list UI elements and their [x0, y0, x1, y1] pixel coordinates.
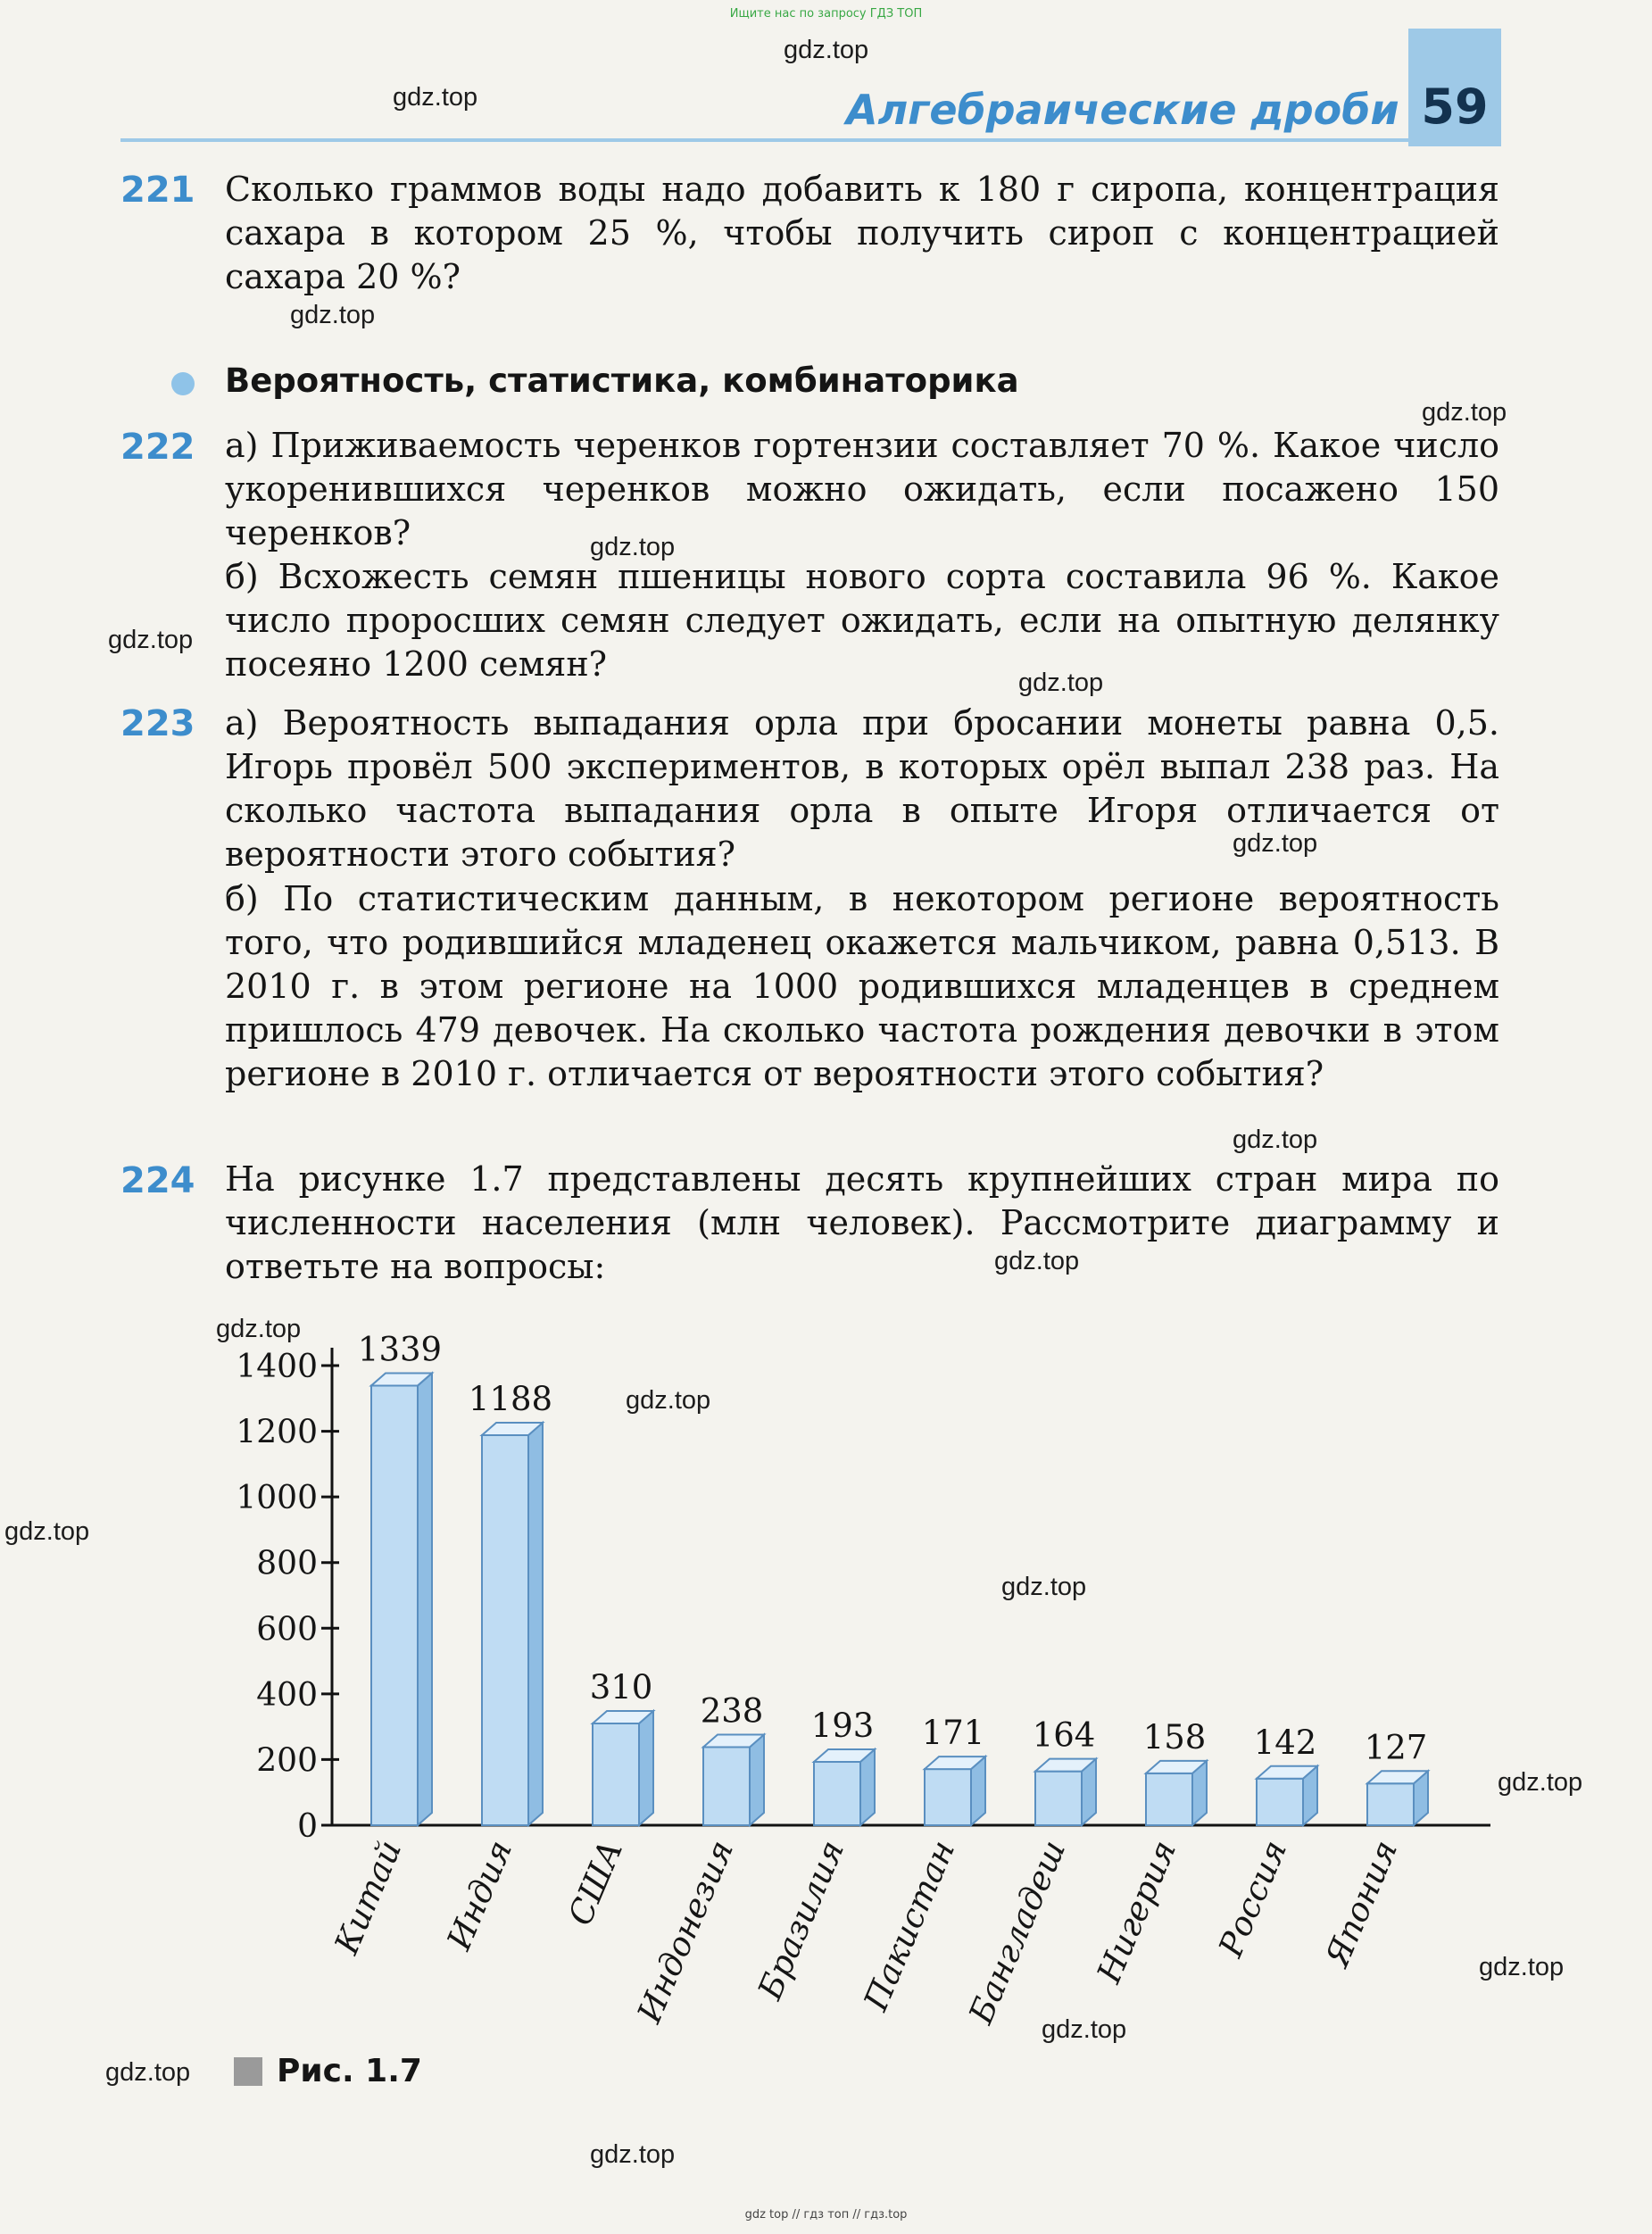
watermark: gdz.top	[216, 1315, 302, 1343]
watermark: gdz.top	[590, 533, 676, 561]
watermark: gdz.top	[1042, 2015, 1127, 2044]
watermark: gdz.top	[994, 1247, 1080, 1275]
page-number: 59	[1421, 79, 1489, 135]
bar	[593, 1723, 639, 1825]
watermark: gdz.top	[108, 626, 194, 654]
section-subheading: Вероятность, статистика, комбинаторика	[225, 361, 1019, 400]
problem-221-text: Сколько граммов воды надо добавить к 180 г сиропа, концентрация сахара в котором 25 %, чтобы получить сироп с концентрацией сахара 20 %?	[225, 170, 1499, 296]
category-label: Пакистан	[856, 1834, 963, 2016]
category-label: Индия	[439, 1834, 520, 1956]
watermark: gdz.top	[784, 36, 869, 64]
bar-value-label: 171	[921, 1714, 985, 1753]
top-note: Ищите нас по запросу ГДЗ ТОП	[729, 7, 923, 21]
bar-value-label: 142	[1253, 1723, 1317, 1762]
bar-value-label: 1339	[357, 1330, 443, 1369]
watermark: gdz.top	[1233, 1125, 1318, 1154]
bar	[1146, 1773, 1192, 1825]
category-label: США	[560, 1834, 631, 1931]
bar-side-face	[639, 1711, 653, 1825]
bar-value-label: 127	[1364, 1728, 1428, 1767]
y-tick-label: 1400	[236, 1349, 318, 1385]
bar	[1257, 1779, 1303, 1825]
bar-side-face	[528, 1423, 543, 1825]
y-tick-label: 1200	[236, 1414, 318, 1451]
watermark: gdz.top	[626, 1386, 711, 1415]
y-tick-label: 800	[256, 1545, 318, 1582]
category-label: Китай	[327, 1834, 410, 1960]
bar-value-label: 164	[1032, 1715, 1096, 1755]
watermark: gdz.top	[393, 83, 478, 112]
problem-number-221: 221	[120, 170, 195, 211]
bar	[482, 1435, 528, 1825]
bar	[814, 1762, 860, 1825]
problem-223-part-b: б) По статистическим данным, в некотором регионе вероятность того, что родившийся младенец окажется мальчиком, равна 0,513. В 2010 г. в этом регионе на 1000 родившихся младенцев в среднем пришлось 479 девочек. На сколько частота рождения девочки в этом регионе в 2010 г. отличается от вероятности этого события?	[225, 879, 1499, 1093]
category-label: Нигерия	[1089, 1834, 1184, 1989]
bar	[371, 1385, 418, 1825]
y-tick-label: 0	[297, 1808, 318, 1845]
problem-224-text: На рисунке 1.7 представлены десять крупнейших стран мира по численности населения (млн человек). Рассмотрите диаграмму и ответьте на вопросы:	[225, 1159, 1499, 1286]
watermark: gdz.top	[1498, 1768, 1583, 1797]
section-title: Алгебраические дроби	[846, 86, 1399, 134]
category-label: Бразилия	[750, 1834, 852, 2006]
problem-222-part-a: а) Приживаемость черенков гортензии составляет 70 %. Какое число укоренившихся черенков можно ожидать, если посажено 150 черенков?	[225, 426, 1499, 552]
problem-222-part-b: б) Всхожесть семян пшеницы нового сорта составила 96 %. Какое число проросших семян следует ожидать, если на опытную делянку посеяно 1200 семян?	[225, 557, 1499, 684]
footer-note: gdz top // гдз топ // гдз.top	[744, 2208, 908, 2222]
problem-number-224: 224	[120, 1160, 195, 1201]
bar-side-face	[750, 1734, 764, 1825]
y-tick-label: 200	[256, 1742, 318, 1780]
watermark: gdz.top	[4, 1517, 90, 1546]
category-label: Индонезия	[629, 1834, 742, 2029]
y-tick-label: 400	[256, 1676, 318, 1714]
watermark: gdz.top	[1233, 829, 1318, 858]
bar-value-label: 158	[1142, 1717, 1207, 1756]
problem-223-part-a: а) Вероятность выпадания орла при бросании монеты равна 0,5. Игорь провёл 500 экспериментов, в которых орёл выпал 238 раз. На сколько частота выпадания орла в опыте Игоря отличается от вероятности этого события?	[225, 703, 1499, 874]
category-label: Япония	[1317, 1834, 1406, 1972]
figure-marker-icon	[234, 2057, 262, 2086]
bar	[1035, 1772, 1082, 1825]
bar-value-label: 1188	[468, 1379, 553, 1418]
category-label: Бангладеш	[961, 1834, 1074, 2030]
problem-number-223: 223	[120, 703, 195, 744]
watermark: gdz.top	[1479, 1953, 1565, 1981]
watermark: gdz.top	[1422, 398, 1507, 427]
watermark: gdz.top	[1018, 669, 1104, 697]
bar-value-label: 310	[589, 1667, 653, 1707]
bar	[925, 1769, 971, 1825]
y-tick-label: 600	[256, 1611, 318, 1649]
watermark: gdz.top	[105, 2058, 191, 2087]
category-label: Россия	[1211, 1834, 1295, 1963]
bar-value-label: 193	[810, 1707, 875, 1746]
problem-number-222: 222	[120, 427, 195, 468]
figure-caption: Рис. 1.7	[277, 2053, 422, 2089]
watermark: gdz.top	[290, 301, 376, 329]
bar	[703, 1747, 750, 1825]
bar-value-label: 238	[700, 1691, 764, 1731]
watermark: gdz.top	[590, 2140, 676, 2169]
y-tick-label: 1000	[236, 1480, 318, 1517]
bar-side-face	[418, 1373, 432, 1825]
bar	[1367, 1783, 1414, 1825]
watermark: gdz.top	[1001, 1573, 1087, 1601]
